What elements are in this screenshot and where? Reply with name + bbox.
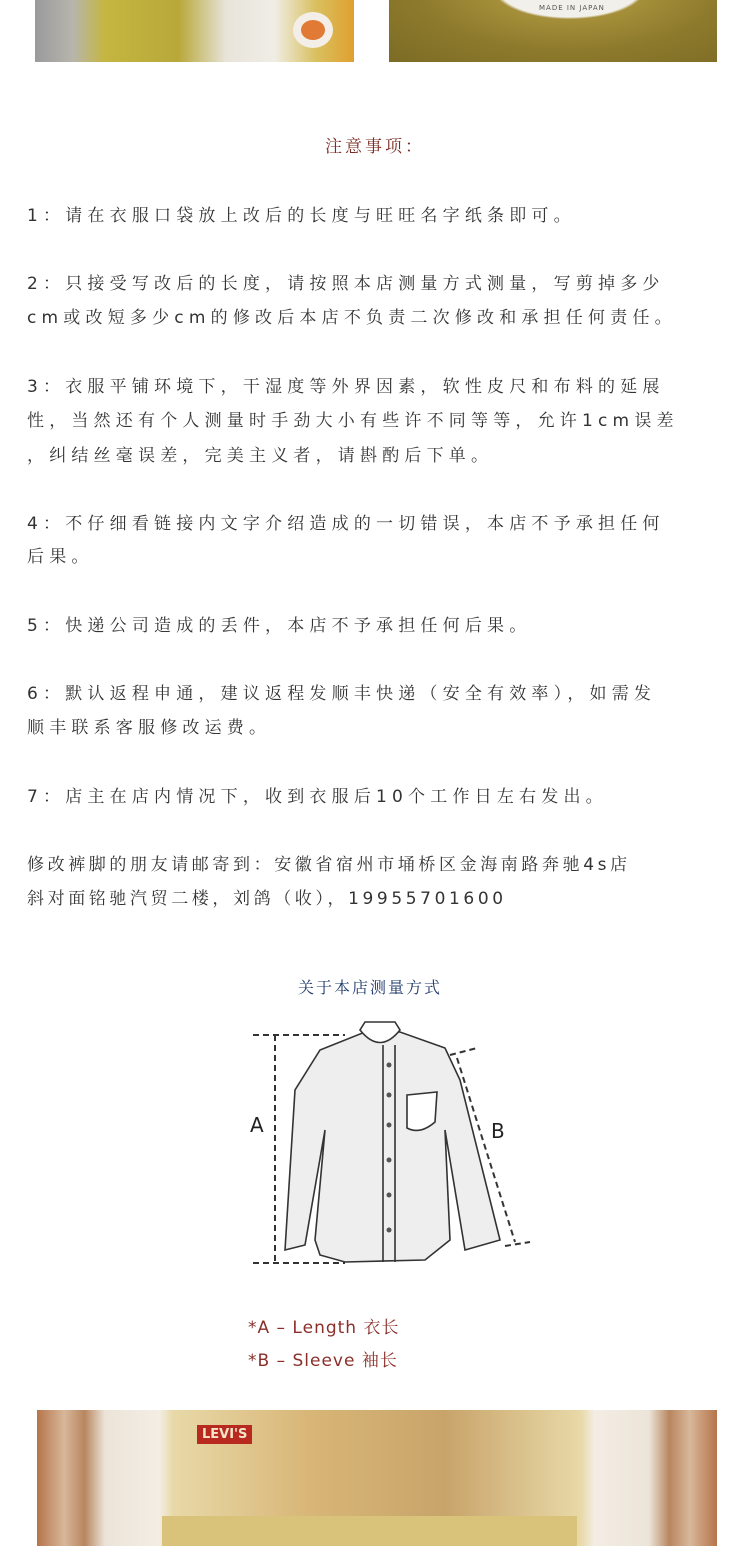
notice-item-1: 1：请在衣服口袋放上改后的长度与旺旺名字纸条即可。 <box>27 206 576 226</box>
mailing-address-cont: 斜对面铭驰汽贸二楼，刘鸽（收），19955701600 <box>27 889 507 909</box>
notice-item-3-cont: 性，当然还有个人测量时手劲大小有些许不同等等，允许1cm误差 <box>27 411 679 431</box>
notice-item-7: 7：店主在店内情况下，收到衣服后10个工作日左右发出。 <box>27 787 608 807</box>
notice-item-2-cont: cm或改短多少cm的修改后本店不负责二次修改和承担任何责任。 <box>27 308 677 328</box>
mailing-address: 修改裤脚的朋友请邮寄到：安徽省宿州市埇桥区金海南路奔驰4s店 <box>27 855 631 875</box>
notice-item-6: 6：默认返程申通，建议返程发顺丰快递（安全有效率），如需发 <box>27 684 657 704</box>
levis-mural-photo <box>37 1410 717 1546</box>
levis-sign: LEVI'S <box>197 1425 252 1444</box>
spool-label: MADE IN JAPAN <box>539 4 605 12</box>
notice-title: 注意事项： <box>325 137 425 157</box>
notice-item-3-cont2: ，纠结丝毫误差，完美主义者，请斟酌后下单。 <box>27 446 494 466</box>
thread-spools-photo <box>35 0 354 62</box>
thread-cone-photo <box>389 0 717 62</box>
notice-item-3: 3：衣服平铺环境下，干湿度等外界因素，软性皮尺和布料的延展 <box>27 377 665 397</box>
legend-sleeve: *B – Sleeve 袖长 <box>248 1351 398 1371</box>
legend-length: *A – Length 衣长 <box>248 1318 400 1338</box>
notice-item-6-cont: 顺丰联系客服修改运费。 <box>27 718 272 738</box>
notice-item-5: 5：快递公司造成的丢件，本店不予承担任何后果。 <box>27 616 532 636</box>
notice-item-4: 4：不仔细看链接内文字介绍造成的一切错误，本店不予承担任何 <box>27 514 665 534</box>
notice-item-4-cont: 后果。 <box>27 547 94 567</box>
shirt-measurement-diagram <box>245 1010 545 1275</box>
label-a: A <box>250 1113 264 1137</box>
measurement-title: 关于本店测量方式 <box>297 978 442 997</box>
notice-item-2: 2：只接受写改后的长度，请按照本店测量方式测量，写剪掉多少 <box>27 274 665 294</box>
label-b: B <box>491 1119 505 1143</box>
